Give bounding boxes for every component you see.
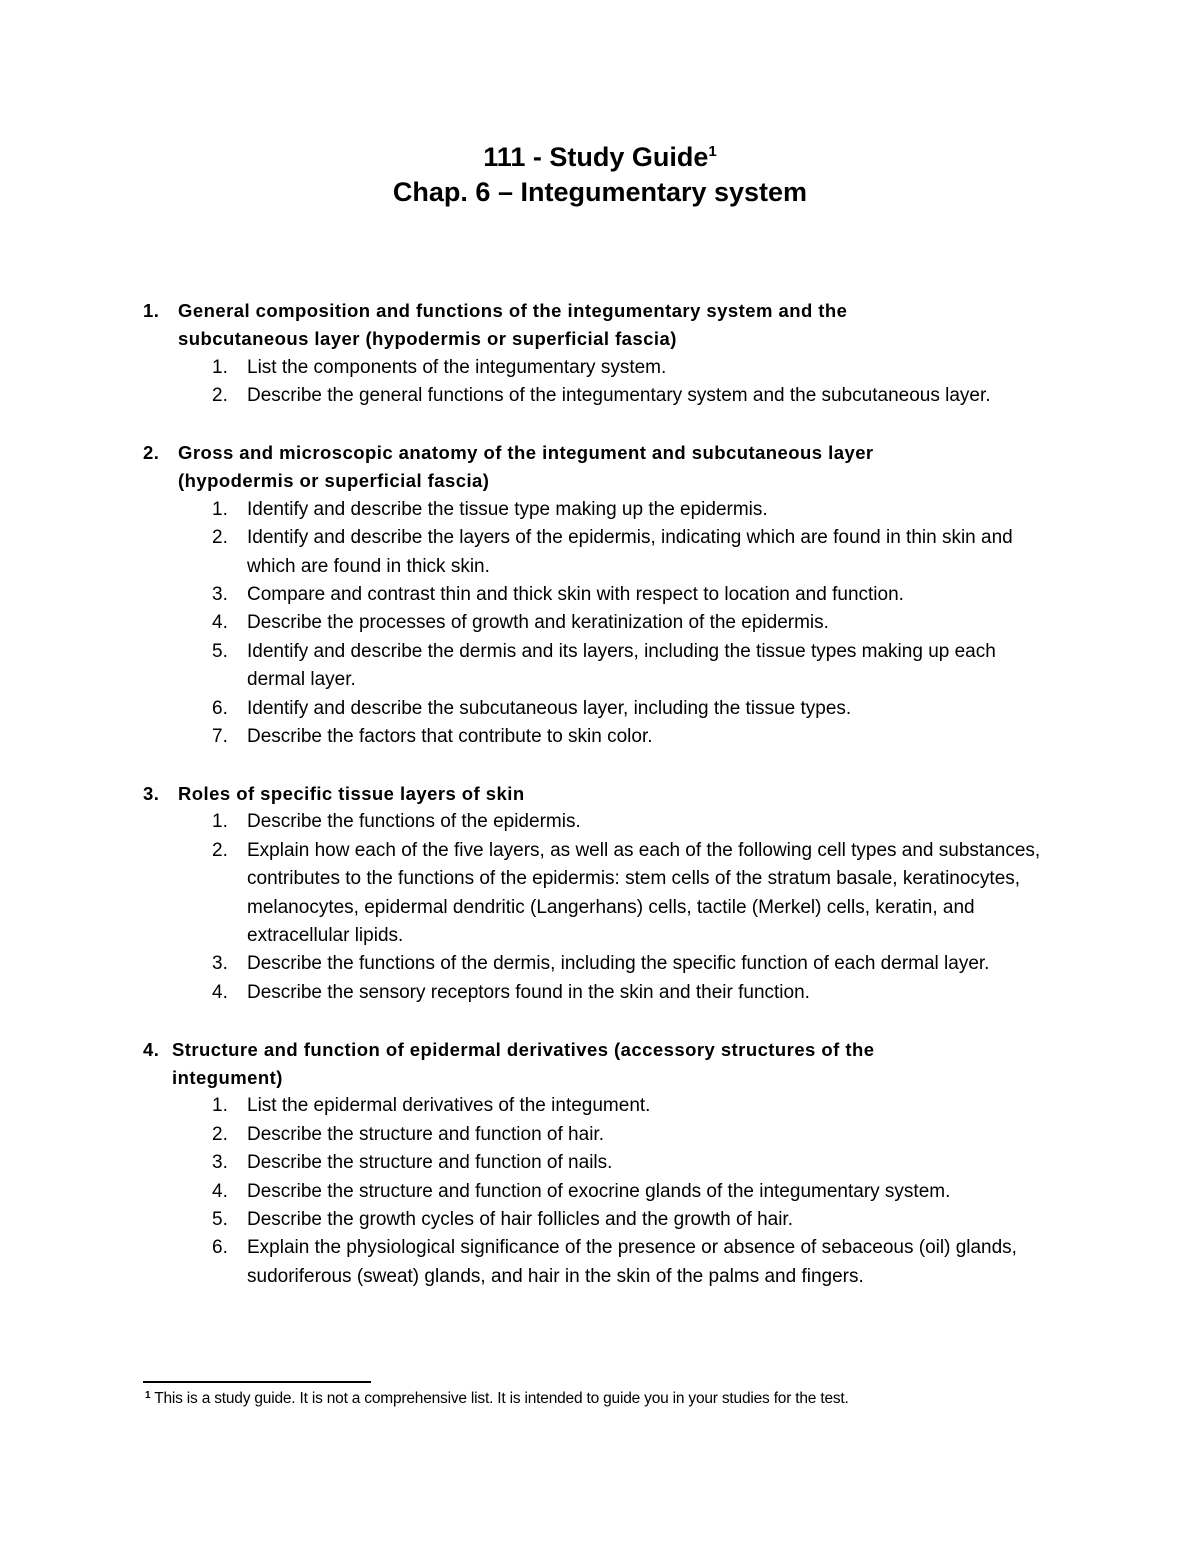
section-number: 3. — [143, 782, 160, 804]
item-number: 6. — [212, 1237, 228, 1259]
item-text: Describe the processes of growth and keratinization of the epidermis. — [247, 612, 829, 634]
list-item — [0, 609, 1057, 637]
section-heading-text: General composition and functions of the integumentary system and the subcutaneous layer (hypodermis or superficial fascia) — [178, 300, 848, 350]
item-number: 1. — [212, 811, 228, 833]
section-4 — [0, 1036, 1200, 1292]
item-text: Identify and describe the tissue type making up the epidermis. — [247, 498, 768, 520]
list-item — [0, 1121, 1057, 1149]
section-3 — [0, 780, 1200, 1007]
item-number: 3. — [212, 584, 228, 606]
item-text: Describe the structure and function of nails. — [247, 1152, 613, 1174]
footnote-reference: 1 — [708, 143, 717, 160]
list-item — [0, 723, 1057, 751]
list-item — [0, 581, 1057, 609]
list-item — [0, 496, 1057, 524]
item-number: 5. — [212, 1208, 228, 1230]
section-heading — [0, 439, 978, 496]
section-heading — [0, 780, 978, 808]
section-heading-text: Gross and microscopic anatomy of the integument and subcutaneous layer (hypodermis or superficial fascia) — [178, 442, 874, 492]
item-text: Identify and describe the layers of the epidermis, indicating which are found in thin skin and which are found in thick skin. — [247, 527, 1013, 577]
item-number: 5. — [212, 640, 228, 662]
list-item — [0, 808, 1057, 836]
list-item — [0, 1206, 1057, 1234]
list-item — [0, 524, 1057, 581]
item-number: 4. — [212, 612, 228, 634]
document-title — [0, 142, 1200, 173]
footnote-separator — [143, 1381, 371, 1383]
item-number: 1. — [212, 498, 228, 520]
item-number: 2. — [212, 527, 228, 549]
item-text: Describe the structure and function of hair. — [247, 1123, 604, 1145]
section-1 — [0, 297, 1200, 411]
section-number: 1. — [143, 300, 160, 321]
list-item — [0, 1234, 1057, 1291]
list-item — [0, 1178, 1057, 1206]
item-number: 6. — [212, 697, 228, 719]
item-number: 3. — [212, 1152, 228, 1174]
item-number: 4. — [212, 1180, 228, 1202]
item-text: Explain the physiological significance of the presence or absence of sebaceous (oil) glands, sudoriferous (sweat) glands, and hair in the skin of the palms and fingers. — [247, 1237, 1017, 1287]
item-number: 2. — [212, 1123, 228, 1145]
section-number: 4. — [143, 1038, 160, 1060]
item-text: Describe the general functions of the integumentary system and the subcutaneous layer. — [247, 385, 991, 407]
item-number: 4. — [212, 981, 228, 1003]
section-number: 2. — [143, 442, 160, 464]
footnote — [145, 1390, 849, 1408]
title-text: 111 - Study Guide — [483, 142, 709, 172]
item-text: Describe the growth cycles of hair follicles and the growth of hair. — [247, 1208, 793, 1230]
list-item — [0, 695, 1057, 723]
list-item — [0, 1092, 1057, 1120]
item-text: Explain how each of the five layers, as well as each of the following cell types and substances, contributes to the functions of the epidermis: stem cells of the stratum basale, keratinocytes, melanocytes, epidermal dendritic (Langerhans) cells, tactile (Merkel) cells, keratin, and extracellular lipids. — [247, 839, 1041, 946]
list-item — [0, 354, 1057, 382]
footnote-mark: 1 — [145, 1390, 151, 1401]
section-2 — [0, 439, 1200, 751]
item-text: List the epidermal derivatives of the integument. — [247, 1095, 651, 1117]
item-number: 1. — [212, 356, 228, 378]
study-guide-content — [0, 297, 1200, 1320]
item-text: Describe the sensory receptors found in the skin and their function. — [247, 981, 810, 1003]
item-text: Identify and describe the dermis and its layers, including the tissue types making up each dermal layer. — [247, 640, 996, 691]
list-item — [0, 837, 1057, 951]
list-item — [0, 979, 1057, 1007]
section-heading — [0, 1036, 972, 1093]
item-number: 2. — [212, 385, 228, 407]
list-item — [0, 382, 1057, 410]
item-text: Describe the functions of the dermis, including the specific function of each dermal layer. — [247, 953, 990, 975]
footnote-text: This is a study guide. It is not a comprehensive list. It is intended to guide you in your studies for the test. — [154, 1390, 849, 1407]
section-heading-text: Roles of specific tissue layers of skin — [178, 782, 525, 804]
item-text: Compare and contrast thin and thick skin with respect to location and function. — [247, 584, 904, 606]
item-number: 3. — [212, 953, 228, 975]
list-item — [0, 1149, 1057, 1177]
list-item — [0, 950, 1057, 978]
section-heading-text: Structure and function of epidermal derivatives (accessory structures of the integument) — [172, 1038, 875, 1088]
item-number: 7. — [212, 726, 228, 748]
section-heading — [0, 297, 978, 354]
item-text: Identify and describe the subcutaneous layer, including the tissue types. — [247, 697, 852, 719]
item-number: 1. — [212, 1095, 228, 1117]
item-text: List the components of the integumentary system. — [247, 356, 667, 378]
item-text: Describe the factors that contribute to skin color. — [247, 726, 653, 748]
list-item — [0, 638, 1057, 695]
item-text: Describe the functions of the epidermis. — [247, 811, 581, 833]
item-number: 2. — [212, 839, 228, 861]
item-text: Describe the structure and function of exocrine glands of the integumentary system. — [247, 1180, 951, 1202]
chapter-title: Chap. 6 – Integumentary system — [392, 177, 808, 207]
